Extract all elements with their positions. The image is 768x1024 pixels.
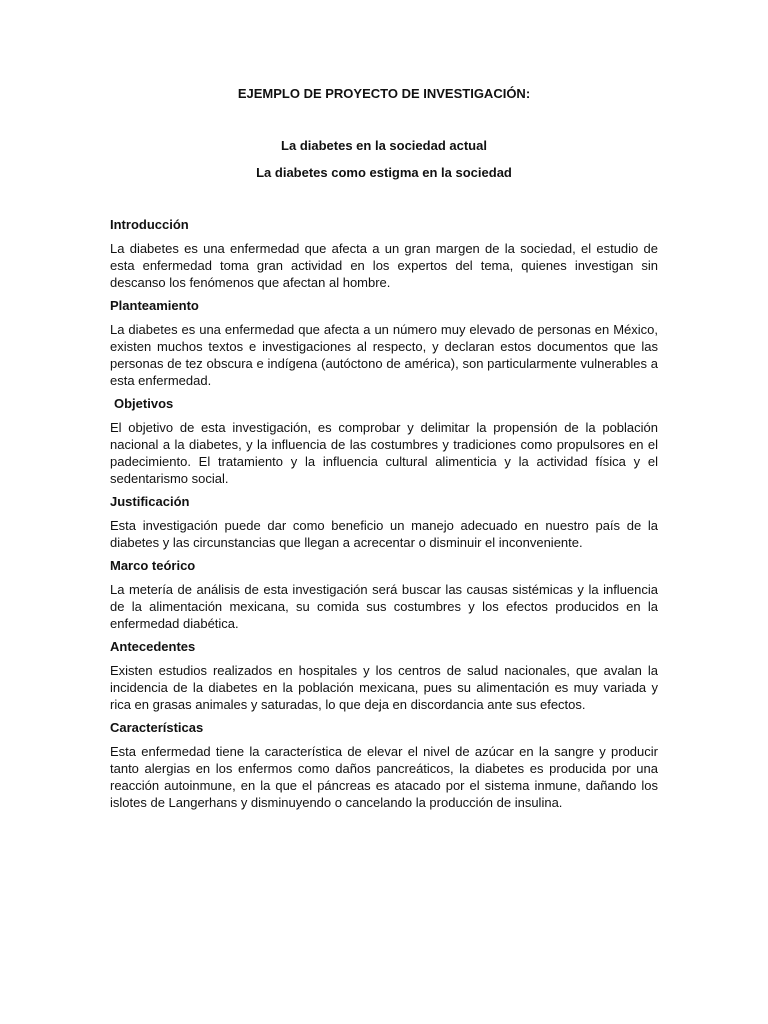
section-heading: Características [110, 720, 204, 735]
section-paragraph: La diabetes es una enfermedad que afecta a un número muy elevado de personas en México, existen muchos textos e investigaciones al respecto, y declaran estos documentos que las personas de tez obscura e indígena (autóctono de américa), son particularmente vulnerables a esta enfermedad. [110, 322, 658, 388]
section-paragraph: La metería de análisis de esta investigación será buscar las causas sistémicas y la influencia de la alimentación mexicana, su comida sus costumbres y los efectos producidos en la enfermedad diabética. [110, 582, 658, 631]
section-paragraph: Esta enfermedad tiene la característica de elevar el nivel de azúcar en la sangre y producir tanto alergias en los enfermos como daños pancreáticos, la diabetes es producida por una reacción autoinmune, en la que el páncreas es atacado por el sistema inmune, dañando los islotes de Langerhans y disminuyendo o cancelando la producción de insulina. [110, 744, 658, 810]
section-paragraph: Esta investigación puede dar como beneficio un manejo adecuado en nuestro país de la diabetes y las circunstancias que llegan a acrecentar o disminuir el inconveniente. [110, 518, 658, 550]
section-justificacion [110, 493, 658, 551]
document-subtitle-2: La diabetes como estigma en la sociedad [256, 165, 512, 180]
section-planteamiento [110, 297, 658, 389]
section-objetivos [110, 395, 658, 487]
section-heading: Justificación [110, 494, 190, 509]
section-paragraph: Existen estudios realizados en hospitales y los centros de salud nacionales, que avalan la incidencia de la diabetes en la población mexicana, pues su alimentación es muy variada y rica en grasas animales y saturadas, lo que deja en discordancia ante sus efectos. [110, 663, 658, 712]
document-subtitle-1: La diabetes en la sociedad actual [281, 138, 487, 153]
section-heading: Planteamiento [110, 298, 199, 313]
section-introduccion [110, 216, 658, 291]
section-heading: Objetivos [114, 396, 174, 411]
section-heading: Introducción [110, 217, 189, 232]
section-antecedentes [110, 638, 658, 713]
document-body [110, 216, 658, 817]
section-heading: Marco teórico [110, 558, 196, 573]
section-paragraph: El objetivo de esta investigación, es comprobar y delimitar la propensión de la población nacional a la diabetes, y la influencia de las costumbres y tradiciones como propulsores en el padecimiento. El tratamiento y la influencia cultural alimenticia y la actividad física y el sedentarismo social. [110, 420, 658, 486]
section-marco-teorico [110, 557, 658, 632]
section-caracteristicas [110, 719, 658, 811]
document-title: EJEMPLO DE PROYECTO DE INVESTIGACIÓN: [237, 86, 531, 101]
section-paragraph: La diabetes es una enfermedad que afecta a un gran margen de la sociedad, el estudio de esta enfermedad toma gran actividad en los expertos del tema, quienes investigan sin descanso los fenómenos que afectan al hombre. [110, 241, 658, 290]
section-heading: Antecedentes [110, 639, 196, 654]
